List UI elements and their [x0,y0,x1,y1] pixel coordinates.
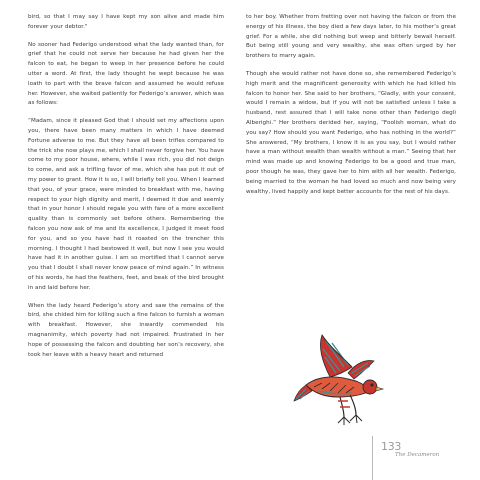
left-text-column [28,13,224,368]
paragraph: “Madam, since it pleased God that I should set my affections upon you, there have been many matters in which I have deemed Fortune adverse to me. But they have all been trifles compared to the trick she now plays me, which I shall never forgive her. You have come to my poor house, where, while I was rich, you did not deign to come, and ask a trifling favor of me, which she has put it out of my power to grant. How it is so, I will briefly tell you. When I learned that you, of your grace, were minded to breakfast with me, having respect to your high dignity and merit, I deemed it due and seemly that in your honor I should regale you with fare of a more excellent quality than is commonly set before others. Remembering the falcon you now ask of me and its excellence, I judged it meet food for you, and so you have had it roasted on the trencher this morning. I thought I had bestowed it well, but now I see you would have had it in another guise. I am so mortified that I cannot serve you that I doubt I shall never know peace of mind again.” In witness of his words, he had the feathers, feet, and beak of the bird brought in and laid before her. [28,118,224,291]
running-title: The Decameron [395,452,440,458]
paragraph: to her boy. Whether from fretting over not having the falcon or from the energy of his illness, the boy died a few days later, to his mother’s great grief. For a while, she did nothing but weep and bitterly bewail herself. But being still young and very wealthy, she was often urged by her brothers to marry again. [246,14,456,60]
paragraph: bird, so that I may say I have kept my son alive and made him forever your debtor." [28,14,224,30]
footer-divider [372,436,373,480]
falcon-illustration-icon [292,333,402,433]
page-number: 133 [381,440,402,453]
paragraph: No sooner had Federigo understood what the lady wanted than, for grief that he could not serve her because he had given her the falcon to eat, he began to weep in her presence before he could utter a word. At first, the lady thought he wept because he was loath to part with the brave falcon and assumed he would refuse her. However, she waited patiently for Federigo’s answer, which was as follows: [28,41,224,107]
paragraph: When the lady heard Federigo’s story and saw the remains of the bird, she chided him for killing such a fine falcon to furnish a woman with breakfast. However, she inwardly commended his magnanimity, which poverty had not impaired. Frustrated in her hope of possessing the falcon and doubting her son’s recovery, she took her leave with a heavy heart and returned [28,302,224,358]
right-text-column [246,13,456,205]
paragraph: Though she would rather not have done so, she remembered Federigo’s high merit and the magnificent generosity with which he had killed his falcon to honor her. She said to her brothers, “Gladly, with your consent, would I remain a widow, but if you will not be satisfied unless I take a husband, rest assured that I will take none other than Federigo degli Alberighi.” Her brothers derided her, saying, “Foolish woman, what do you say? How should you want Federigo, who has nothing in the world?” She answered, “My brothers, I know it is as you say, but I would rather have a man without wealth than wealth without a man.” Seeing that her mind was made up and knowing Federigo to be a good and true man, poor though he was, they gave her to him with all her wealth. Federigo, being married to the woman he had loved so much and now being very wealthy, lived happily and kept better accounts for the rest of his days. [246,70,456,195]
